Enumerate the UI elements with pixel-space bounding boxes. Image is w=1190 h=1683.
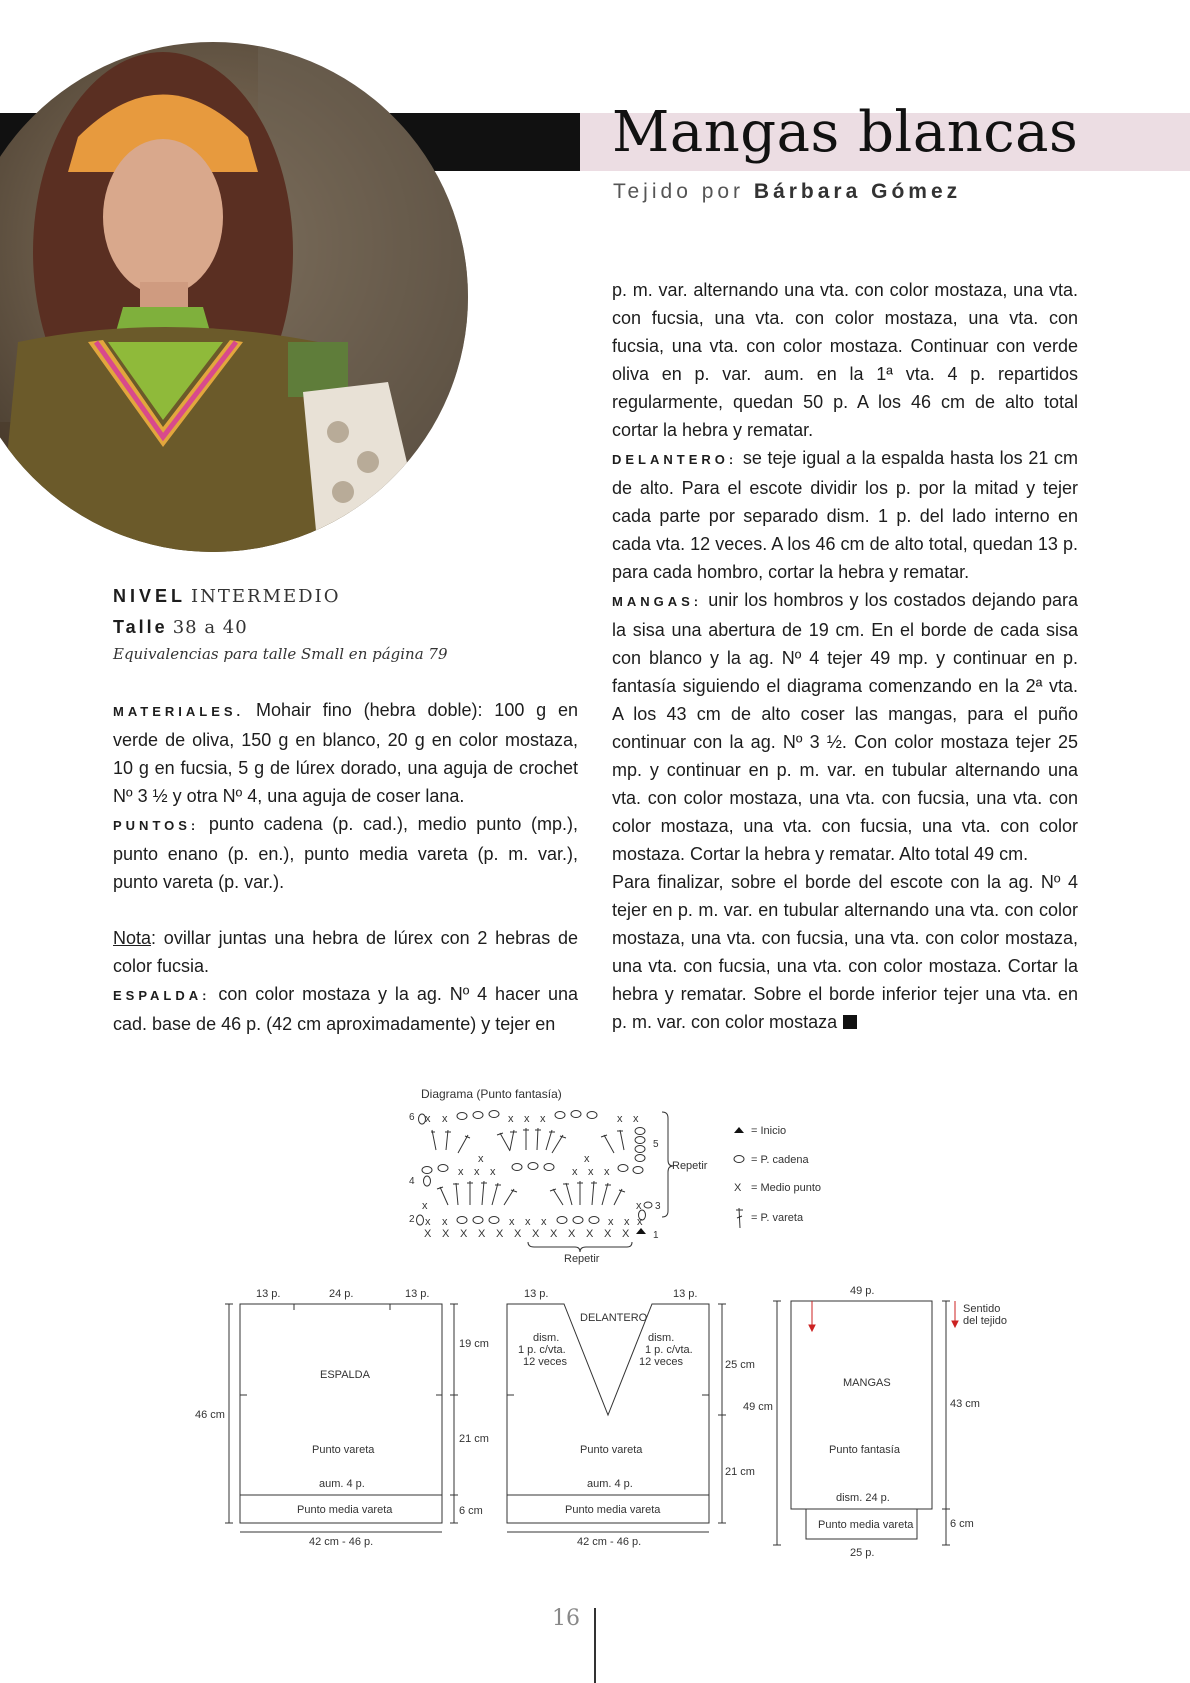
svg-text:x: x (509, 1216, 515, 1228)
row-number-6: 6 (409, 1112, 415, 1123)
svg-text:x: x (588, 1166, 594, 1178)
sleeve-bottom-label: 25 p. (850, 1547, 875, 1559)
sleeve-height: 43 cm (950, 1398, 980, 1410)
stitch-chart (417, 1111, 674, 1253)
repeat-label-horizontal: Repetir (564, 1253, 600, 1265)
repeat-label-vertical: Repetir (672, 1160, 708, 1172)
svg-text:X: X (424, 1228, 432, 1240)
back-label: ESPALDA: (113, 988, 211, 1003)
svg-text:x: x (442, 1216, 448, 1228)
row-5-stitches (431, 1128, 645, 1162)
legend-chain-label: = P. cadena (751, 1154, 809, 1166)
svg-text:x: x (637, 1216, 643, 1228)
pattern-diagrams (0, 1075, 1190, 1575)
svg-text:x: x (422, 1200, 428, 1212)
row-2-stitches (417, 1210, 646, 1228)
svg-text:X: X (568, 1228, 576, 1240)
level-label: NIVEL (113, 586, 187, 606)
svg-text:x: x (604, 1166, 610, 1178)
svg-text:X: X (442, 1228, 450, 1240)
sleeves-label: MANGAS: (612, 594, 703, 609)
triangle-icon (734, 1127, 744, 1133)
continuation-paragraph: p. m. var. alternando una vta. con color mostaza, una vta. con fucsia, una vta. con color mostaza, una vta. con fucsia, una vta. con color mostaza. Continuar con verde oliva en p. var. aum. en la 1ª vta. 4 p. repartidos regularmente, quedan 50 p. A los 46 cm de alto total cortar la hebra y rematar. (612, 280, 1078, 440)
front-total-height: 49 cm (743, 1401, 773, 1413)
front-body-height: 21 cm (725, 1466, 755, 1478)
direction-label-line2: del tejido (963, 1315, 1008, 1327)
svg-text:X: X (532, 1228, 540, 1240)
sleeve-band-stitch: Punto media vareta (818, 1519, 914, 1531)
back-width: 42 cm - 46 p. (309, 1536, 374, 1548)
back-increase: aum. 4 p. (319, 1478, 365, 1490)
row-number-3: 3 (655, 1201, 661, 1212)
svg-text:X: X (604, 1228, 612, 1240)
svg-text:x: x (458, 1166, 464, 1178)
front-width: 42 cm - 46 p. (577, 1536, 642, 1548)
svg-text:x: x (540, 1113, 546, 1125)
sleeve-top-label: 49 p. (850, 1285, 875, 1297)
stitches-text: punto cadena (p. cad.), medio punto (mp.), punto enano (p. en.), punto media vareta (p. m. var.), punto vareta (p. var.). (113, 814, 578, 892)
note-paragraph (113, 924, 578, 980)
svg-text:x: x (633, 1113, 639, 1125)
svg-text:X: X (460, 1228, 468, 1240)
tall-stitch-icon (736, 1208, 743, 1228)
svg-text:X: X (514, 1228, 522, 1240)
back-band-height: 6 cm (459, 1505, 483, 1517)
front-label: DELANTERO: (612, 452, 738, 467)
front-dec-line3-right: 12 veces (639, 1356, 684, 1368)
svg-text:X: X (496, 1228, 504, 1240)
size-equivalences: Equivalencias para talle Small en página 79 (113, 645, 448, 663)
row-1-stitches (424, 1228, 646, 1240)
back-name: ESPALDA (320, 1369, 370, 1381)
size-label: Talle (113, 617, 168, 637)
page-number: 16 (552, 1606, 580, 1631)
svg-text:x: x (636, 1200, 642, 1212)
size-info (113, 617, 248, 638)
row-number-4: 4 (409, 1176, 415, 1187)
svg-text:x: x (624, 1216, 630, 1228)
svg-text:x: x (474, 1166, 480, 1178)
page-number-divider (594, 1608, 596, 1683)
svg-text:x: x (524, 1113, 530, 1125)
sleeve-decrease: dism. 24 p. (836, 1492, 890, 1504)
byline (613, 180, 961, 204)
row-number-1: 1 (653, 1230, 659, 1241)
back-schematic (225, 1304, 458, 1532)
note-text: : ovillar juntas una hebra de lúrex con 2 hebras de color fucsia. (113, 928, 578, 976)
row-number-2: 2 (409, 1214, 415, 1225)
legend-single-crochet-label: = Medio punto (751, 1182, 822, 1194)
front-dec-line2-left: 1 p. c/vta. (518, 1344, 566, 1356)
front-name: DELANTERO (580, 1312, 648, 1324)
knitting-direction-arrows (809, 1301, 958, 1331)
direction-label-line1: Sentido (963, 1303, 1001, 1315)
front-dec-line3-left: 12 veces (523, 1356, 568, 1368)
svg-text:x: x (572, 1166, 578, 1178)
front-dec-line1-left: dism. (533, 1332, 560, 1344)
front-top-label-left: 13 p. (524, 1288, 549, 1300)
materials-paragraph (113, 696, 578, 810)
svg-text:x: x (608, 1216, 614, 1228)
back-armhole-height: 19 cm (459, 1338, 489, 1350)
front-main-stitch: Punto vareta (580, 1444, 643, 1456)
oval-icon (734, 1156, 744, 1163)
difficulty-level (113, 586, 340, 607)
front-increase: aum. 4 p. (587, 1478, 633, 1490)
front-neck-height: 25 cm (725, 1359, 755, 1371)
front-band-stitch: Punto media vareta (565, 1504, 661, 1516)
row-6-stitches (419, 1111, 640, 1126)
finish-text: Para finalizar, sobre el borde del escote con la ag. Nº 4 tejer en p. m. var. en tubular alternando una vta. con color mostaza, una vta. con fucsia, una vta. con color mostaza, una vta. con fucsia, una vta. con color mostaza. Cortar la hebra y rematar. Sobre el borde inferior tejer una vta. en p. m. var. con color mostaza (612, 872, 1078, 1032)
row-4-stitches (422, 1153, 643, 1186)
row-3-stitches (422, 1181, 652, 1212)
materials-label: MATERIALES. (113, 704, 245, 719)
svg-text:X: X (550, 1228, 558, 1240)
stitch-legend (734, 1125, 821, 1228)
stitches-label: PUNTOS: (113, 818, 200, 833)
sleeves-text: unir los hombros y los costados dejando para la sisa una abertura de 19 cm. En el borde de cada sisa con blanco y la ag. Nº 4 tejer 49 mp. y continuar en p. fantasía siguiendo el diagrama comenzando en la 2ª vta. A los 43 cm de alto coser las mangas, para el puño continuar con la ag. Nº 3 ½. Con color mostaza tejer 25 mp. y continuar en p. m. var. en tubular alternando una vta. con color mostaza, una vta. con fucsia, una vta. con color mostaza, una vta. con fucsia, una vta. con color mostaza. Cortar la hebra y rematar. Alto total 49 cm. (612, 590, 1078, 864)
svg-text:x: x (425, 1216, 431, 1228)
sleeve-schematic (773, 1301, 950, 1545)
byline-prefix: Tejido por (613, 180, 745, 203)
svg-text:x: x (425, 1113, 431, 1125)
front-paragraph (612, 444, 1078, 586)
back-body-height: 21 cm (459, 1433, 489, 1445)
front-dec-line2-right: 1 p. c/vta. (645, 1344, 693, 1356)
finish-paragraph (612, 868, 1078, 1036)
instructions-right-column (612, 276, 1078, 1036)
materials-text: Mohair fino (hebra doble): 100 g en verde de oliva, 150 g en blanco, 20 g en color mostaza, 10 g en fucsia, 5 g de lúrex dorado, una aguja de crochet Nº 3 ½ y otra Nº 4, una aguja de coser lana. (113, 700, 578, 806)
legend-double-crochet-label: = P. vareta (751, 1212, 804, 1224)
sleeve-band-height: 6 cm (950, 1518, 974, 1530)
svg-text:x: x (584, 1153, 590, 1165)
horizontal-repeat-brace (528, 1242, 632, 1252)
front-dec-line1-right: dism. (648, 1332, 675, 1344)
sleeves-paragraph (612, 586, 1078, 868)
back-total-height: 46 cm (195, 1409, 225, 1421)
svg-text:X: X (586, 1228, 594, 1240)
stitch-diagram-title: Diagrama (Punto fantasía) (421, 1087, 562, 1101)
svg-text:X: X (478, 1228, 486, 1240)
size-value: 38 a 40 (172, 617, 248, 638)
back-band-stitch: Punto media vareta (297, 1504, 393, 1516)
sleeve-main-stitch: Punto fantasía (829, 1444, 900, 1456)
byline-author: Bárbara Gómez (753, 180, 962, 203)
svg-text:X: X (622, 1228, 630, 1240)
svg-text:x: x (541, 1216, 547, 1228)
svg-text:x: x (508, 1113, 514, 1125)
svg-text:x: x (617, 1113, 623, 1125)
svg-text:x: x (525, 1216, 531, 1228)
back-paragraph (113, 980, 578, 1038)
end-square-icon (843, 1015, 857, 1029)
svg-text:x: x (478, 1153, 484, 1165)
level-value: INTERMEDIO (191, 586, 341, 607)
start-triangle-icon (636, 1228, 646, 1234)
back-text: con color mostaza y la ag. Nº 4 hacer una cad. base de 46 p. (42 cm aproximadamente) y tejer en (113, 984, 578, 1034)
svg-text:x: x (442, 1113, 448, 1125)
note-label: Nota (113, 928, 152, 948)
front-top-label-right: 13 p. (673, 1288, 698, 1300)
instructions-left-column (113, 696, 578, 1038)
legend-start-label: = Inicio (751, 1125, 787, 1137)
back-top-label-left: 13 p. (256, 1288, 281, 1300)
back-top-label-center: 24 p. (329, 1288, 354, 1300)
svg-text:x: x (490, 1166, 496, 1178)
stitches-paragraph (113, 810, 578, 896)
page-title: Mangas blancas (612, 100, 1079, 165)
back-main-stitch: Punto vareta (312, 1444, 375, 1456)
row-number-5: 5 (653, 1139, 659, 1150)
back-top-label-right: 13 p. (405, 1288, 430, 1300)
x-icon: X (734, 1182, 742, 1194)
sleeve-name: MANGAS (843, 1377, 891, 1389)
front-text: se teje igual a la espalda hasta los 21 cm de alto. Para el escote dividir los p. por la mitad y tejer cada parte por separado dism. 1 p. del lado interno en cada vta. 12 veces. A los 46 cm de alto total, quedan 13 p. para cada hombro, cortar la hebra y rematar. (612, 448, 1078, 582)
